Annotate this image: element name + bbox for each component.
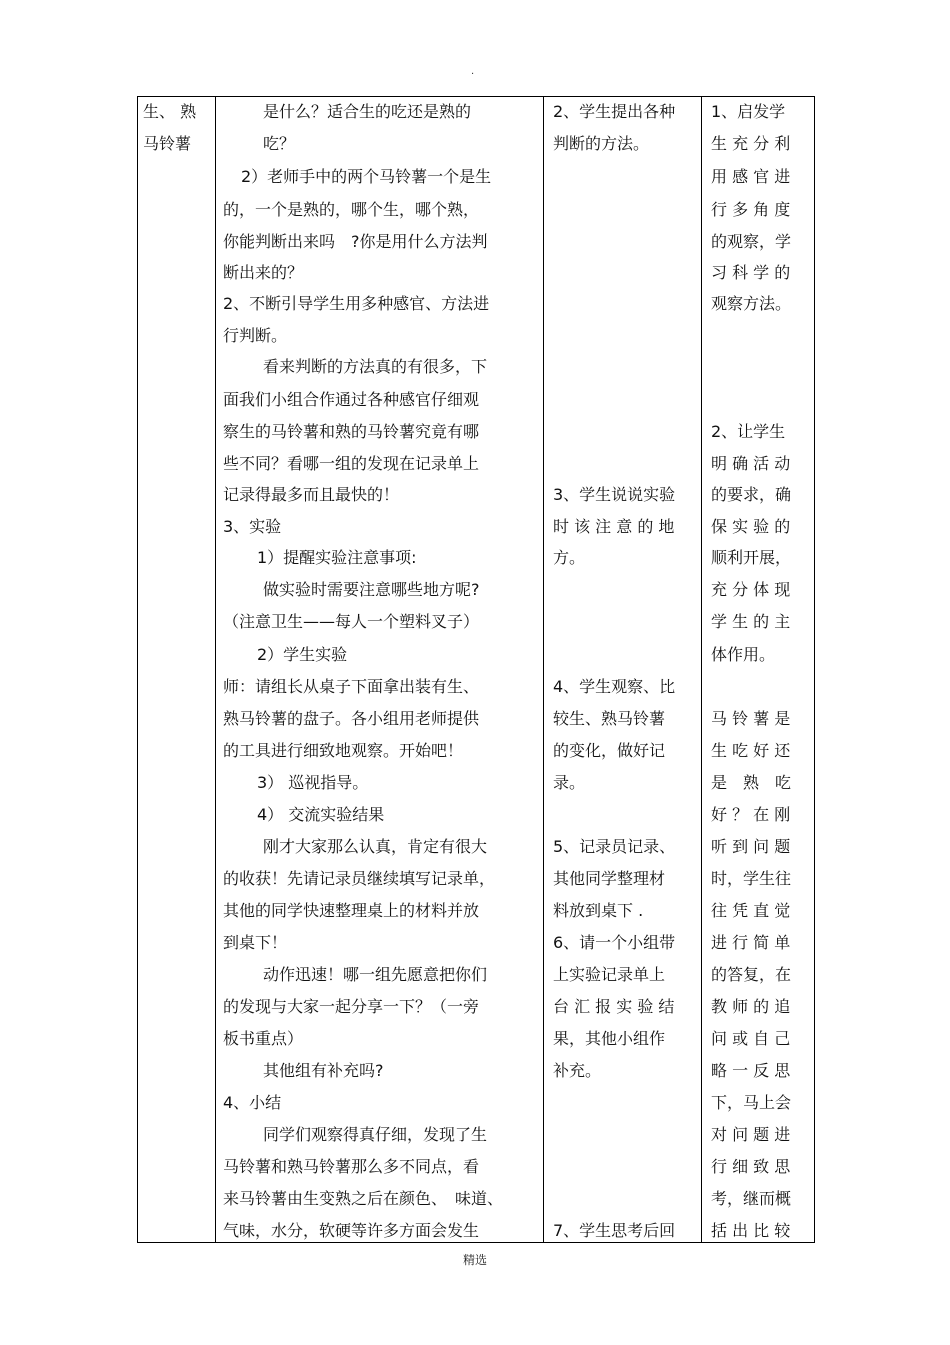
text-line: 其他同学整理材 — [553, 869, 666, 888]
design-intent-content — [702, 97, 814, 1242]
text-line: 的变化，做好记 — [553, 741, 666, 760]
text-line: 的发现与大家一起分享一下？（一旁 — [223, 997, 480, 1016]
text-line: 略 一 反 思 — [711, 1061, 791, 1080]
text-line: 5、记录员记录、 — [553, 837, 676, 856]
text-line: 是什么？适合生的吃还是熟的 — [263, 102, 472, 121]
text-line: 好 ？ 在 刚 — [711, 805, 791, 824]
text-line: 1、启发学 — [711, 102, 786, 121]
text-line: 做实验时需要注意哪些地方呢? — [263, 580, 480, 599]
text-line: 问 或 自 己 — [711, 1029, 791, 1048]
text-line: 2）老师手中的两个马铃薯一个是生 — [241, 167, 492, 186]
text-line: 往 凭 直 觉 — [711, 901, 791, 920]
text-line: 察生的马铃薯和熟的马铃薯究竟有哪 — [223, 422, 480, 441]
text-line: 6、请一个小组带 — [553, 933, 676, 952]
text-line: 的收获！先请记录员继续填写记录单， — [223, 869, 496, 888]
text-line: 4、学生观察、比 — [553, 677, 676, 696]
text-line: 板书重点） — [223, 1029, 304, 1048]
text-line: 补充。 — [553, 1061, 602, 1080]
text-line: 2、不断引导学生用多种感官、方法进 — [223, 294, 490, 313]
text-line: 体作用。 — [711, 645, 776, 664]
text-line: 下，马上会 — [711, 1093, 792, 1112]
text-line: 动作迅速！哪一组先愿意把你们 — [263, 965, 488, 984]
text-line: 3、实验 — [223, 517, 282, 536]
text-line: 录。 — [553, 773, 586, 792]
text-line: 2、学生提出各种 — [553, 102, 676, 121]
text-line: 马铃薯和熟马铃薯那么多不同点，看 — [223, 1157, 480, 1176]
text-line: 的工具进行细致地观察。开始吧！ — [223, 741, 464, 760]
text-line: 上实验记录单上 — [553, 965, 666, 984]
text-line: 的答复，在 — [711, 965, 792, 984]
text-line: 学 生 的 主 — [711, 612, 791, 631]
text-line: 对 问 题 进 — [711, 1125, 791, 1144]
text-line: 行 细 致 思 — [711, 1157, 791, 1176]
text-line: （注意卫生——每人一个塑料叉子） — [223, 612, 480, 631]
text-line: 进 行 简 单 — [711, 933, 791, 952]
text-line: 生、 熟 — [143, 102, 197, 121]
student-activity-cell — [544, 97, 702, 1243]
text-line: 用 感 官 进 — [711, 167, 791, 186]
teacher-activity-content — [216, 97, 543, 1242]
text-line: 的要求，确 — [711, 485, 792, 504]
text-line: 行判断。 — [223, 326, 288, 345]
text-line: 3、学生说说实验 — [553, 485, 676, 504]
text-line: 看来判断的方法真的有很多，下 — [263, 357, 488, 376]
table-row — [138, 97, 815, 1243]
text-line: 料放到桌下 . — [553, 901, 644, 920]
text-line: 同学们观察得真仔细，发现了生 — [263, 1125, 488, 1144]
text-line: 来马铃薯由生变熟之后在颜色、 味道、 — [223, 1189, 504, 1208]
text-line: 气味，水分，软硬等许多方面会发生 — [223, 1221, 480, 1240]
text-line: 习 科 学 的 — [711, 263, 791, 282]
text-line: 吃？ — [263, 134, 296, 153]
text-line: 些不同？看哪一组的发现在记录单上 — [223, 454, 480, 473]
text-line: 其他组有补充吗? — [263, 1061, 384, 1080]
text-line: 括 出 比 较 — [711, 1221, 791, 1240]
text-line: 考，继而概 — [711, 1189, 792, 1208]
text-line: 面我们小组合作通过各种感官仔细观 — [223, 390, 480, 409]
text-line: 听 到 问 题 — [711, 837, 791, 856]
text-line: 2、让学生 — [711, 422, 786, 441]
text-line: 熟马铃薯的盘子。各小组用老师提供 — [223, 709, 480, 728]
text-line: 观察方法。 — [711, 294, 792, 313]
text-line: 教 师 的 追 — [711, 997, 791, 1016]
text-line: 时，学生往 — [711, 869, 792, 888]
text-line: 台 汇 报 实 验 结 — [553, 997, 675, 1016]
text-line: 马 铃 薯 是 — [711, 709, 791, 728]
student-activity-content — [544, 97, 701, 1242]
text-line: 较生、熟马铃薯 — [553, 709, 666, 728]
text-line: 师：请组长从桌子下面拿出装有生、 — [223, 677, 480, 696]
text-line: 你能判断出来吗 ?你是用什么方法判 — [223, 232, 488, 251]
text-line: 7、学生思考后回 — [553, 1221, 676, 1240]
text-line: 刚才大家那么认真，肯定有很大 — [263, 837, 488, 856]
text-line: 4） 交流实验结果 — [257, 805, 385, 824]
text-line: 3） 巡视指导。 — [257, 773, 369, 792]
text-line: 顺利开展， — [711, 548, 792, 567]
text-line: 的观察，学 — [711, 232, 792, 251]
text-line: 2）学生实验 — [257, 645, 348, 664]
top-mark: · — [471, 69, 475, 80]
text-line: 果，其他小组作 — [553, 1029, 666, 1048]
topic-cell-content — [138, 97, 215, 1242]
text-line: 1）提醒实验注意事项: — [257, 548, 417, 567]
text-line: 明 确 活 动 — [711, 454, 791, 473]
text-line: 时 该 注 意 的 地 — [553, 517, 675, 536]
text-line: 判断的方法。 — [553, 134, 650, 153]
text-line: 行 多 角 度 — [711, 200, 791, 219]
text-line: 的，一个是熟的，哪个生，哪个熟， — [223, 200, 480, 219]
design-intent-cell — [702, 97, 815, 1243]
text-line: 其他的同学快速整理桌上的材料并放 — [223, 901, 480, 920]
text-line: 是 熟 吃 — [711, 773, 792, 792]
text-line: 4、小结 — [223, 1093, 282, 1112]
footer-label: 精选 — [462, 1253, 487, 1267]
text-line: 断出来的？ — [223, 263, 304, 282]
text-line: 方。 — [553, 548, 586, 567]
text-line: 生 充 分 利 — [711, 134, 791, 153]
text-line: 生 吃 好 还 — [711, 741, 791, 760]
text-line: 保 实 验 的 — [711, 517, 791, 536]
teacher-activity-cell — [216, 97, 544, 1243]
text-line: 记录得最多而且最快的！ — [223, 485, 400, 504]
lesson-plan-table — [137, 96, 815, 1243]
text-line: 马铃薯 — [143, 134, 192, 153]
text-line: 充 分 体 现 — [711, 580, 791, 599]
text-line: 到桌下！ — [223, 933, 288, 952]
topic-cell — [138, 97, 216, 1243]
